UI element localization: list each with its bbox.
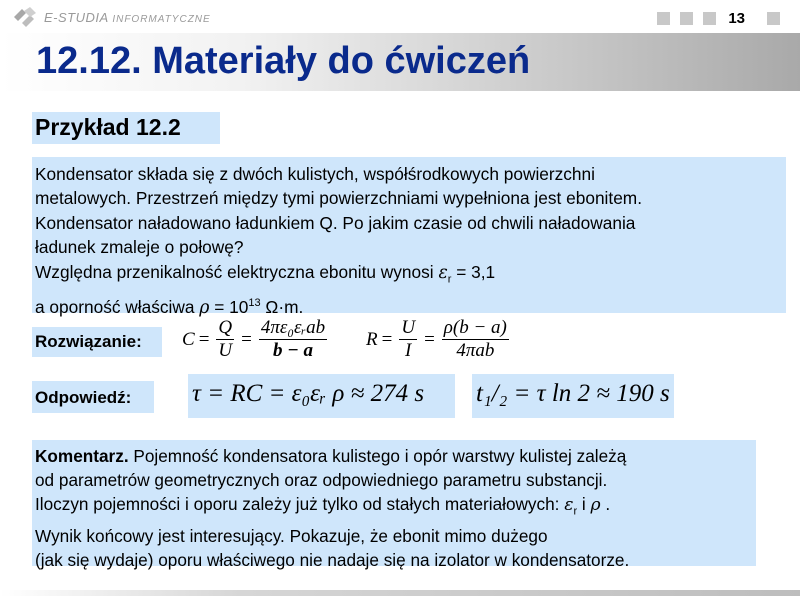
page-title: 12.12. Materiały do ćwiczeń	[36, 40, 531, 82]
text-span: Iloczyn pojemności i oporu zależy już tylko od stałych materiałowych:	[35, 494, 565, 515]
logo	[12, 5, 222, 29]
equals-sign: =	[198, 328, 210, 350]
fraction	[259, 317, 327, 362]
denominator: b − a	[272, 340, 313, 361]
comment-line: Wynik końcowy jest interesujący. Pokazuje, że ebonit mimo dużego	[35, 525, 548, 546]
example-label: Przykład 12.2	[35, 114, 181, 140]
logo-text	[44, 10, 211, 25]
nav-square-2[interactable]	[680, 12, 693, 25]
resistance-formula	[366, 317, 512, 362]
numerator: 4πε₀εᵣab	[260, 317, 326, 338]
problem-line: metalowych. Przestrzeń między tymi powierzchniami wypełniona jest ebonitem.	[35, 188, 643, 209]
denominator: 4πab	[456, 340, 495, 361]
answer-label: Odpowiedź:	[35, 388, 132, 407]
numerator: Q	[218, 317, 233, 338]
text-span: Względna przenikalność elektryczna ebonitu wynosi	[35, 261, 439, 282]
denominator: I	[405, 340, 412, 361]
problem-line: ładunek zmaleje o połowę?	[35, 237, 244, 258]
slide-nav	[647, 10, 780, 27]
answer-equation-tau: τ = RC = ε₀εᵣ ρ ≈ 274 s	[192, 380, 425, 407]
comment-line	[35, 444, 757, 468]
equals-sign: =	[424, 328, 435, 350]
rho-symbol: ρ	[590, 495, 601, 516]
equals-sign: =	[241, 328, 252, 350]
logo-sub: INFORMATYCZNE	[112, 13, 211, 25]
text-span: Ω·m.	[260, 297, 304, 318]
formula-lhs: R	[366, 328, 378, 350]
numerator: U	[401, 317, 416, 338]
text-span: a oporność właściwa	[35, 297, 200, 318]
text-span: = 3,1	[451, 261, 496, 282]
problem-line: Kondensator składa się z dwóch kulistych, współśrodkowych powierzchni	[35, 164, 595, 184]
fraction	[442, 317, 509, 362]
rho-symbol: ρ	[199, 298, 210, 319]
capacitance-formula	[182, 317, 330, 362]
comment-line: od parametrów geometrycznych oraz odpowiedniego parametru substancji.	[35, 470, 608, 491]
logo-mark-icon	[12, 7, 38, 27]
denominator: U	[218, 340, 233, 361]
epsilon-symbol: ε	[438, 262, 448, 283]
nav-square-1[interactable]	[657, 12, 670, 25]
subscript: r	[447, 273, 452, 286]
fraction	[216, 317, 234, 362]
logo-main: E-STUDIA	[44, 9, 109, 25]
problem-line	[35, 260, 785, 292]
problem-text	[35, 162, 785, 321]
superscript: 13	[248, 297, 261, 310]
text-span: i	[577, 494, 591, 515]
formula-lhs: C	[182, 328, 195, 350]
nav-square-3[interactable]	[703, 12, 716, 25]
text-span: = 10	[209, 297, 249, 318]
text-span: .	[600, 494, 611, 515]
comment-line	[35, 492, 757, 524]
text-span: Pojemność kondensatora kulistego i opór warstwy kulistej zależą	[128, 446, 627, 466]
nav-square-4[interactable]	[767, 12, 780, 25]
comment-line: (jak się wydaje) oporu właściwego nie nadaje się na izolator w kondensatorze.	[35, 549, 630, 570]
fraction	[399, 317, 417, 362]
page-number: 13	[728, 10, 745, 27]
solution-label: Rozwiązanie:	[35, 332, 142, 351]
epsilon-symbol: ε	[564, 495, 574, 516]
comment-heading: Komentarz.	[35, 446, 129, 466]
answer-equation-half-life: t₁/₂ = τ ln 2 ≈ 190 s	[476, 380, 670, 407]
subscript: r	[573, 505, 578, 518]
footer-line	[0, 590, 800, 596]
equals-sign: =	[381, 328, 393, 350]
comment-text	[35, 444, 757, 572]
numerator: ρ(b − a)	[443, 317, 507, 338]
problem-line: Kondensator naładowano ładunkiem Q. Po jakim czasie od chwili naładowania	[35, 212, 636, 233]
